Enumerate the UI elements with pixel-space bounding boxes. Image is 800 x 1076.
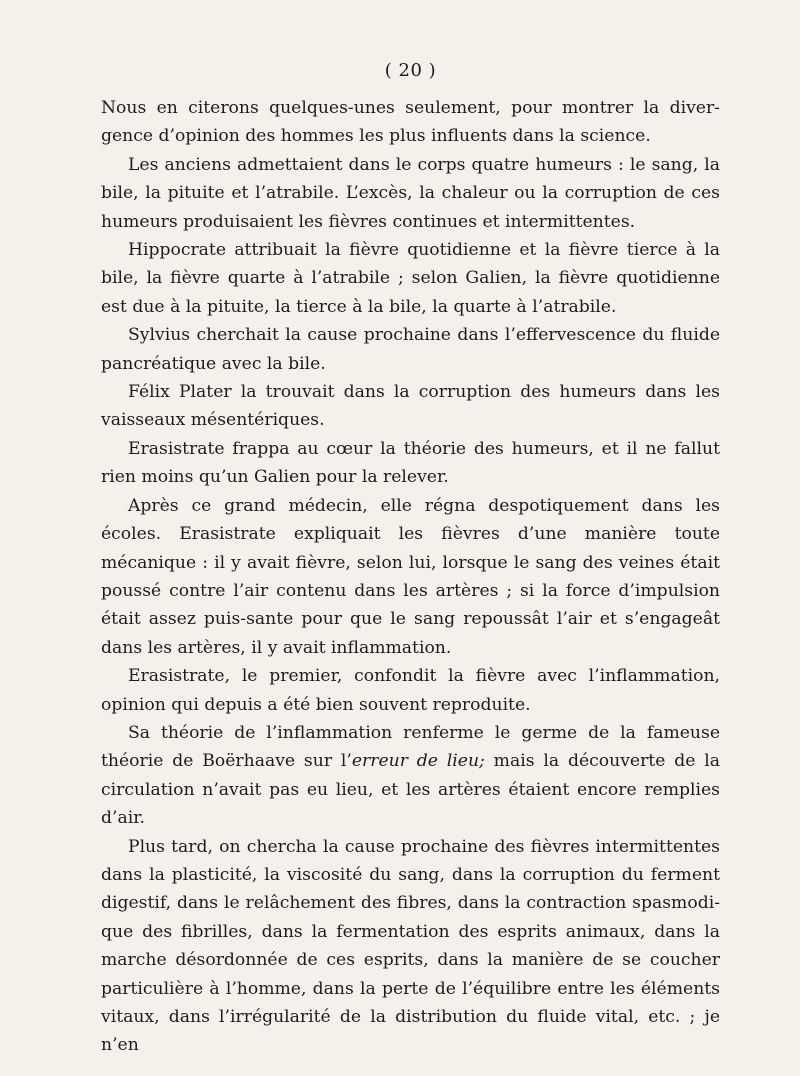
paragraph-erasistrate: Erasistrate frappa au cœur la théorie des humeurs, et il ne fallut rien moins qu’un Galien pour la relever. <box>101 438 720 488</box>
body-text <box>101 94 720 1060</box>
paragraph-boerhaave <box>101 719 720 833</box>
boerhaave-text-after: mais la découverte de la circulation n’avait pas eu lieu, et les artères étaient encore remplies d’air. <box>101 751 720 829</box>
paragraph-hippocrate: Hippocrate attribuait la fièvre quotidienne et la fièvre tierce à la bile, la fièvre quarte à l’atrabile ; selon Galien, la fièvre quotidienne est due à la pituite, la tierce à la bile, la quarte à l’atrabile. <box>101 240 720 317</box>
paragraph-causes: Plus tard, on chercha la cause prochaine des fièvres intermittentes dans la plasticité, la viscosité du sang, dans la corruption du ferment digestif, dans le relâchement des fibres, dans la contraction spasmodi-que des fibrilles, dans la fermentation des esprits animaux, dans la marche désordonnée de ces esprits, dans la manière de se coucher particulière à l’homme, dans la perte de l’équilibre entre les éléments vitaux, dans l’irrégularité de la distribution du fluide vital, etc. ; je n’en <box>101 836 720 1056</box>
paragraph-intro: Nous en citerons quelques-unes seulement, pour montrer la diver-gence d’opinion des hommes les plus influents dans la science. <box>101 98 720 147</box>
boerhaave-text-before: Sa théorie de l’inflammation renferme le germe de la fameuse théorie de Boërhaave sur l’ <box>101 722 720 772</box>
paragraph-inflammation: Erasistrate, le premier, confondit la fièvre avec l’inflammation, opinion qui depuis a été bien souvent reproduite. <box>101 666 720 715</box>
boerhaave-italic-phrase: erreur de lieu; <box>351 751 485 772</box>
paragraph-sylvius: Sylvius cherchait la cause prochaine dans l’effervescence du fluide pancréatique avec la bile. <box>101 325 720 374</box>
paragraph-plater: Félix Plater la trouvait dans la corruption des humeurs dans les vaisseaux mésentériques. <box>101 382 720 431</box>
page-number: ( 20 ) <box>384 60 437 81</box>
paragraph-anciens: Les anciens admettaient dans le corps quatre humeurs : le sang, la bile, la pituite et l’atrabile. L’excès, la chaleur ou la corruption de ces humeurs produisaient les fièvres continues et intermittentes. <box>101 154 720 232</box>
paragraph-galien: Après ce grand médecin, elle régna despotiquement dans les écoles. Erasistrate expliquait les fièvres d’une manière toute mécanique : il y avait fièvre, selon lui, lorsque le sang des veines était poussé contre l’air contenu dans les artères ; si la force d’impulsion était assez puis-sante pour que le sang repoussât l’air et s’engageât dans les artères, il y avait inflammation. <box>101 495 720 658</box>
